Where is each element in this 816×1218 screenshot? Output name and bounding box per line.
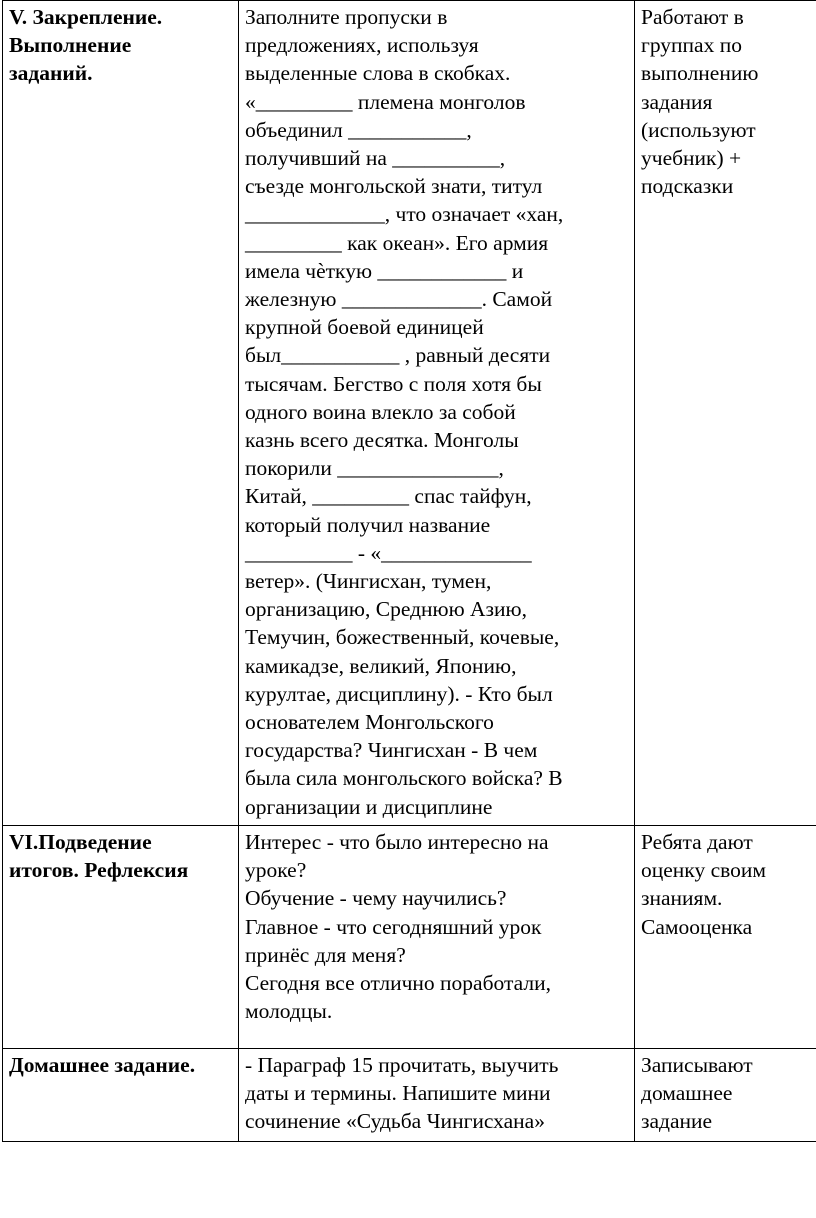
content-text: _____________, что означает «хан, [245,202,564,227]
content-text: __________ - «______________ [245,540,532,565]
content-text: организации и дисциплине [245,794,493,819]
content-text: Китай, _________ спас тайфун, [245,484,532,509]
activity-text: учебник) + [641,146,742,171]
lesson-plan-table [2,0,816,1142]
content-text: государства? Чингисхан - В чем [245,738,538,763]
content-text: уроке? [245,858,307,883]
stage-text: Выполнение [9,33,132,58]
content-text: предложениях, используя [245,33,479,58]
content-text: - Параграф 15 прочитать, выучить [245,1052,559,1077]
content-text: железную _____________. Самой [245,287,553,312]
activity-text: (используют [641,117,756,142]
content-text: был___________ , равный десяти [245,343,551,368]
content-text: Обучение - чему научились? [245,886,507,911]
content-text: основателем Монгольского [245,710,494,735]
content-text: Заполните пропуски в [245,5,448,29]
content-text: ветер». (Чингисхан, тумен, [245,569,492,594]
activity-text: оценку своим [641,858,766,883]
activity-cell [635,1048,816,1141]
content-text: «_________ племена монголов [245,89,526,114]
stage-text: V. Закрепление. [9,5,163,29]
content-text: была сила монгольского войска? В [245,766,563,791]
stage-cell [3,825,239,1048]
content-text: крупной боевой единицей [245,315,484,340]
content-cell [239,1048,635,1141]
content-text: выделенные слова в скобках. [245,61,511,86]
content-text: покорили _______________, [245,456,504,481]
table-row [3,1,816,826]
activity-text: домашнее [641,1081,733,1106]
content-text: курултае, дисциплину). - Кто был [245,681,553,706]
activity-text: задание [641,1109,713,1134]
content-cell [239,1,635,826]
activity-text: группах по [641,33,742,58]
content-text: даты и термины. Напишите мини [245,1081,551,1106]
content-text: казнь всего десятка. Монголы [245,428,519,453]
activity-text: задания [641,89,713,114]
table-row [3,825,816,1048]
activity-text: Работают в [641,5,744,29]
activity-text: Самооценка [641,914,753,939]
content-text: который получил название [245,512,491,537]
activity-text: Ребята дают [641,829,753,854]
stage-text: итогов. Рефлексия [9,858,189,883]
content-text: сочинение «Судьба Чингисхана» [245,1109,545,1134]
activity-text: знаниям. [641,886,723,911]
table-row [3,1048,816,1141]
content-text: принёс для меня? [245,942,406,967]
content-text: объединил ___________, [245,117,472,142]
content-text: тысячам. Бегство с поля хотя бы [245,371,542,396]
content-text: имела чѐткую ____________ и [245,258,524,283]
activity-text: подсказки [641,174,734,199]
content-text: камикадзе, великий, Японию, [245,653,517,678]
stage-text: VI.Подведение [9,829,152,854]
activity-text: выполнению [641,61,759,86]
content-text: одного воина влекло за собой [245,399,516,424]
content-text: организацию, Среднюю Азию, [245,597,527,622]
content-text: Интерес - что было интересно на [245,829,549,854]
content-text: съезде монгольской знати, титул [245,174,543,199]
activity-cell [635,825,816,1048]
content-text: Главное - что сегодняшний урок [245,914,542,939]
content-text: Темучин, божественный, кочевые, [245,625,560,650]
content-text: _________ как океан». Его армия [245,230,549,255]
activity-cell [635,1,816,826]
content-cell [239,825,635,1048]
stage-text: заданий. [9,61,93,86]
content-text: получивший на __________, [245,146,506,171]
stage-cell [3,1,239,826]
content-text: молодцы. [245,999,333,1024]
stage-text: Домашнее задание. [9,1052,196,1077]
activity-text: Записывают [641,1052,753,1077]
content-text: Сегодня все отлично поработали, [245,970,551,995]
stage-cell [3,1048,239,1141]
